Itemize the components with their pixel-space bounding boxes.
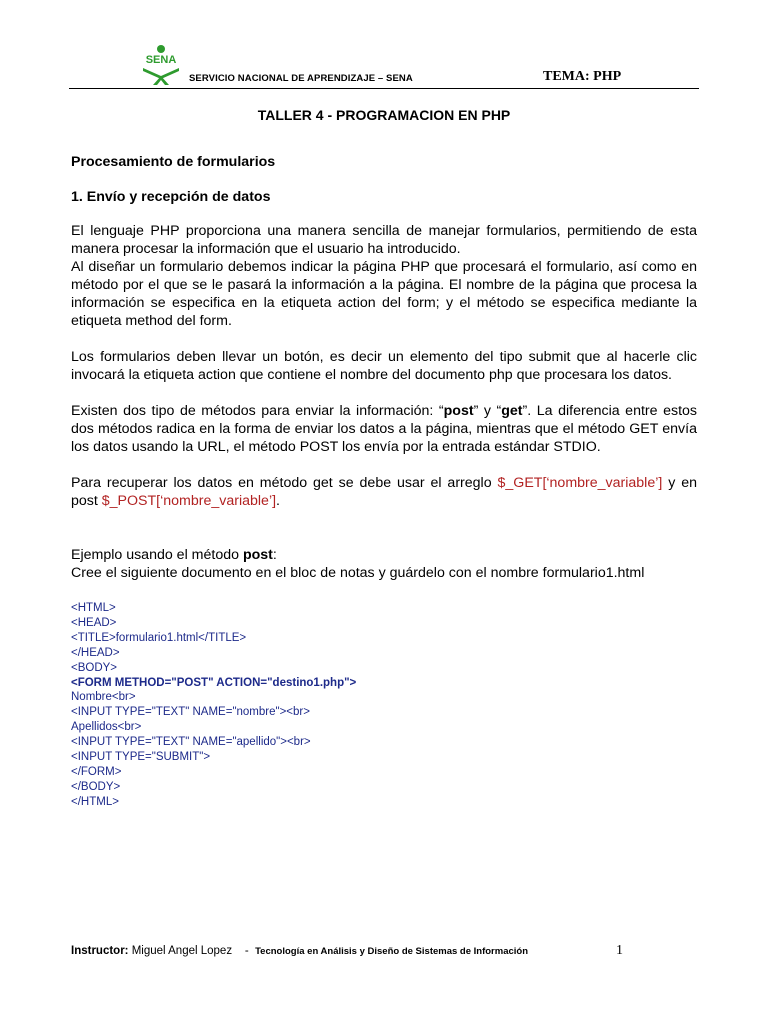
section-heading: Procesamiento de formularios (71, 154, 276, 170)
example-text: Ejemplo usando el método (71, 547, 243, 563)
code-line: <FORM METHOD="POST" ACTION="destino1.php"> (71, 676, 357, 689)
example-intro (71, 546, 697, 582)
instructor-name: Miguel Angel Lopez (128, 945, 233, 957)
code-line: </BODY> (71, 780, 121, 793)
code-line: Nombre<br> (71, 691, 136, 704)
page-footer (71, 945, 631, 957)
methods-text-rest: ”. La diferencia entre estos dos métodos radica en la forma de enviar los datos a la página, mientras que el método GET envía los datos usando la URL, el método POST los envía por la entrada estándar STDIO. (71, 403, 697, 455)
code-line: </HEAD> (71, 646, 120, 659)
code-line: <TITLE>formulario1.html</TITLE> (71, 631, 247, 644)
paragraph-intro-b: Al diseñar un formulario debemos indicar la página PHP que procesará el formulario, así como en método por el que se le pasará la información a la página. El nombre de la página que procesa la información se especifica en la etiqueta action del form; y el método se especifica mediante la etiqueta method del form. (71, 259, 697, 329)
retrieve-text-end: . (276, 493, 280, 509)
code-line: <BODY> (71, 661, 118, 674)
subsection-heading: 1. Envío y recepción de datos (71, 189, 271, 205)
header-rule (69, 88, 699, 89)
retrieve-text-mid: y en post (71, 475, 697, 509)
paragraph-buttons: Los formularios deben llevar un botón, es decir un elemento del tipo submit que al hacerle clic invocará la etiqueta action que contiene el nombre del documento php que procesara los datos. (71, 349, 697, 383)
footer-separator: - (232, 945, 256, 957)
code-line: <HEAD> (71, 616, 117, 629)
get-keyword: get (501, 403, 523, 419)
paragraph-retrieve (71, 474, 697, 510)
sena-logo (139, 44, 183, 86)
code-line: </HTML> (71, 795, 119, 808)
get-array-code: $_GET[‘nombre_variable’] (497, 475, 663, 491)
code-line: <INPUT TYPE="TEXT" NAME="nombre"><br> (71, 706, 310, 719)
paragraph-methods (71, 402, 697, 456)
svg-text:SENA: SENA (145, 54, 177, 66)
code-line: <INPUT TYPE="SUBMIT"> (71, 751, 211, 764)
code-listing (71, 601, 697, 810)
paragraph-intro (71, 222, 697, 330)
instructor-label: Instructor: (71, 945, 129, 957)
page-header (0, 0, 768, 90)
methods-text: Existen dos tipo de métodos para enviar la información: “ (71, 403, 444, 419)
document-body (71, 106, 697, 810)
page-number: 1 (616, 943, 623, 958)
code-line: </FORM> (71, 765, 122, 778)
paragraph-intro-a: El lenguaje PHP proporciona una manera sencilla de manejar formularios, permitiendo de esta manera procesar la información que el usuario ha introducido. (71, 223, 697, 257)
organization-name: SERVICIO NACIONAL DE APRENDIZAJE – SENA (189, 73, 413, 84)
example-colon: : (272, 547, 277, 563)
post-array-code: $_POST[‘nombre_variable’] (101, 493, 277, 509)
post-keyword: post (443, 403, 474, 419)
document-title: TALLER 4 - PROGRAMACION EN PHP (257, 107, 511, 123)
methods-text-mid: ” y “ (473, 403, 502, 419)
retrieve-text: Para recuperar los datos en método get se debe usar el arreglo (71, 475, 498, 491)
example-instruction: Cree el siguiente documento en el bloc de notas y guárdelo con el nombre formulario1.html (71, 565, 645, 581)
code-line: Apellidos<br> (71, 721, 142, 734)
topic-label: TEMA: PHP (543, 69, 622, 84)
code-line: <HTML> (71, 602, 116, 614)
example-post-keyword: post (242, 547, 273, 563)
program-name: Tecnología en Análisis y Diseño de Sistemas de Información (255, 946, 529, 957)
code-line: <INPUT TYPE="TEXT" NAME="apellido"><br> (71, 736, 311, 749)
